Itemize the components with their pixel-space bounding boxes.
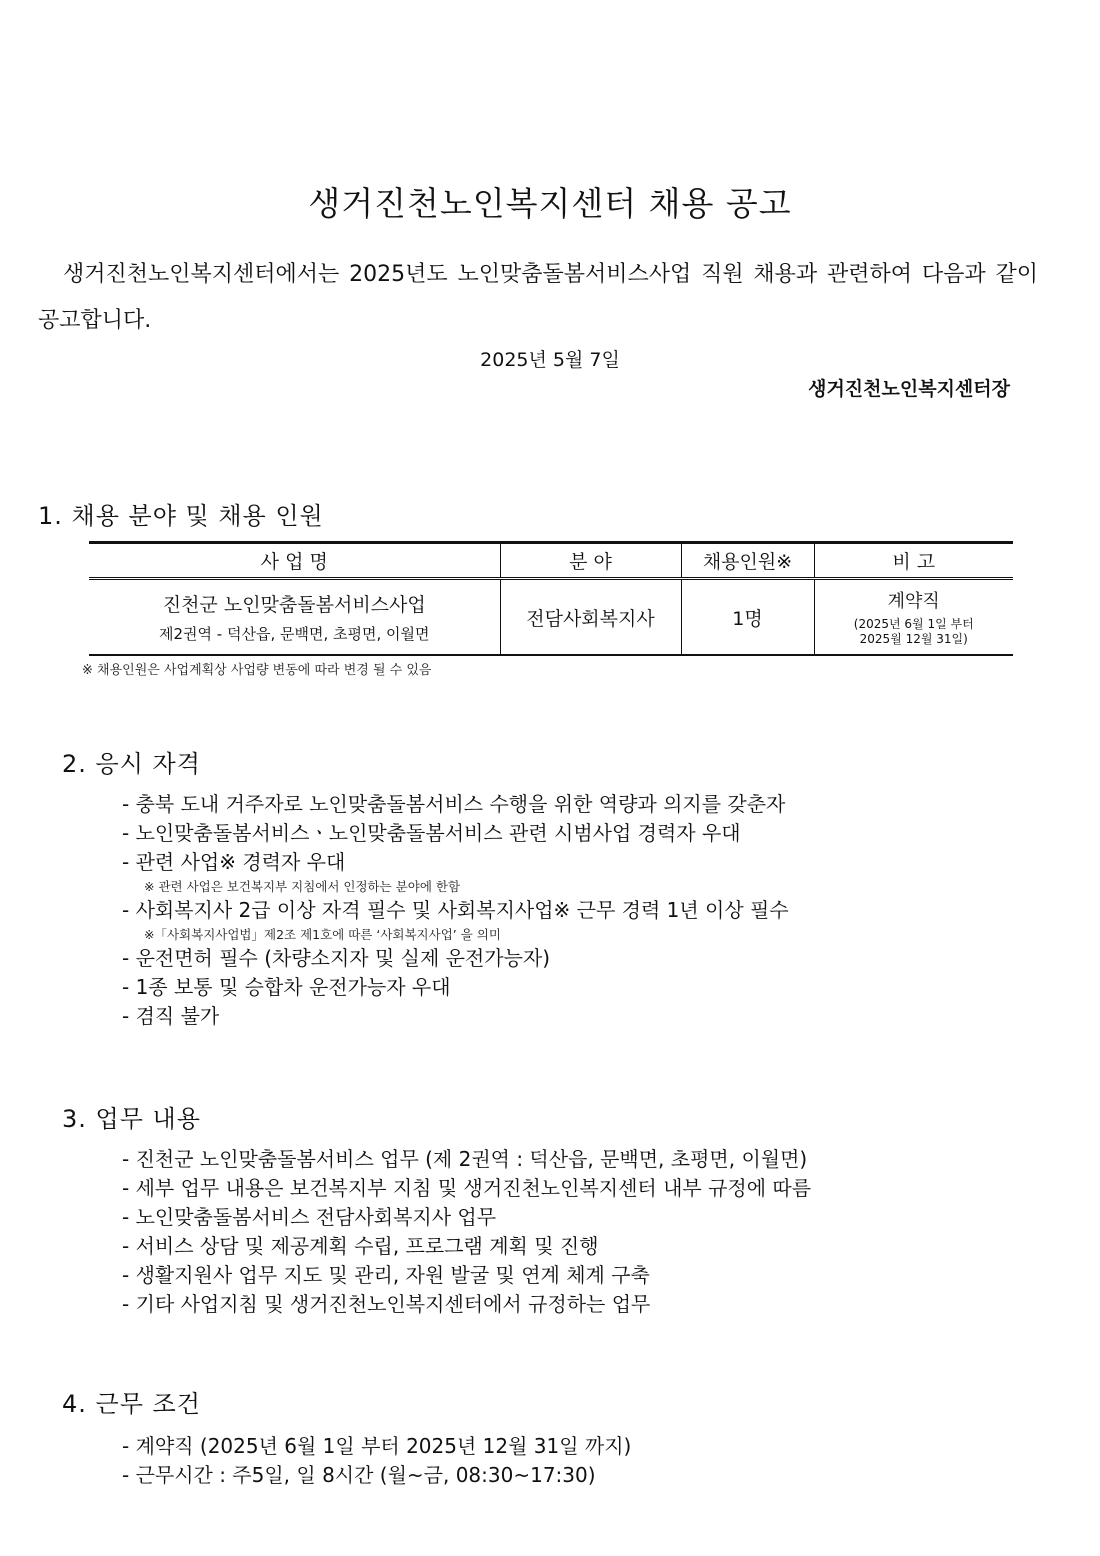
header-remark: 비 고 — [814, 543, 1013, 579]
list-item: - 근무시간 : 주5일, 일 8시간 (월~금, 08:30~17:30) — [122, 1463, 596, 1487]
list-item: - 운전면허 필수 (차량소지자 및 실제 운전가능자) — [122, 946, 551, 970]
header-business: 사 업 명 — [89, 543, 500, 579]
business-name: 진천군 노인맞춤돌봄서비스사업 — [162, 594, 426, 616]
header-field: 분 야 — [500, 543, 681, 579]
cell-business — [89, 579, 500, 656]
list-item: - 1종 보통 및 승합차 운전가능자 우대 — [122, 975, 451, 999]
qualification-list — [122, 790, 789, 1031]
cell-field: 전담사회복지사 — [500, 579, 681, 656]
list-item: - 기타 사업지침 및 생거진천노인복지센터에서 규정하는 업무 — [122, 1292, 651, 1316]
section-2-title: 2. 응시 자격 — [62, 750, 201, 778]
remark-period-start: (2025년 6월 1일 부터 — [853, 617, 974, 631]
section-3-title: 3. 업무 내용 — [62, 1105, 201, 1133]
issuer: 생거진천노인복지센터장 — [808, 378, 1010, 400]
cell-count: 1명 — [681, 579, 814, 656]
list-item: - 노인맞춤돌봄서비스 전담사회복지사 업무 — [122, 1205, 497, 1229]
conditions-list — [122, 1432, 631, 1490]
list-item: - 노인맞춤돌봄서비스ㆍ노인맞춤돌봄서비스 관련 시범사업 경력자 우대 — [122, 821, 741, 845]
duties-list — [122, 1145, 811, 1319]
list-item: - 사회복지사 2급 이상 자격 필수 및 사회복지사업※ 근무 경력 1년 이상 필수 — [122, 898, 789, 922]
list-item: - 세부 업무 내용은 보건복지부 지침 및 생거진천노인복지센터 내부 규정에 따름 — [122, 1176, 812, 1200]
remark-period-end: 2025월 12월 31일) — [859, 632, 968, 646]
list-item: - 관련 사업※ 경력자 우대 — [122, 850, 346, 874]
table-row — [89, 579, 1013, 656]
header-count: 채용인원※ — [681, 543, 814, 579]
section-4-title: 4. 근무 조건 — [62, 1390, 201, 1418]
list-item: - 진천군 노인맞춤돌봄서비스 업무 (제 2권역 : 덕산읍, 문백면, 초평면, 이월면) — [122, 1147, 808, 1171]
remark-type: 계약직 — [887, 591, 940, 612]
list-item: - 계약직 (2025년 6월 1일 부터 2025년 12월 31일 까지) — [122, 1434, 632, 1458]
section-1-title: 1. 채용 분야 및 채용 인원 — [38, 502, 324, 530]
list-note: ※「사회복지사업법」제2조 제1호에 따른 ‘사회복지사업’ 을 의미 — [144, 927, 501, 942]
list-item: - 충북 도내 거주자로 노인맞춤돌봄서비스 수행을 위한 역량과 의지를 갖춘자 — [122, 792, 786, 816]
table-header-row — [89, 543, 1013, 579]
list-item: - 생활지원사 업무 지도 및 관리, 자원 발굴 및 연계 체계 구축 — [122, 1263, 650, 1287]
cell-remark — [814, 579, 1013, 656]
table-footnote: ※ 채용인원은 사업계획상 사업량 변동에 따라 변경 될 수 있음 — [82, 663, 432, 678]
list-note: ※ 관련 사업은 보건복지부 지침에서 인정하는 분야에 한함 — [144, 879, 461, 894]
business-region: 제2권역 - 덕산읍, 문백면, 초평면, 이월면 — [159, 625, 430, 643]
recruitment-table — [89, 541, 1013, 656]
intro-paragraph: 생거진천노인복지센터에서는 2025년도 노인맞춤돌봄서비스사업 직원 채용과 관련하여 다음과 같이 공고합니다. — [38, 262, 1038, 333]
page-title: 생거진천노인복지센터 채용 공고 — [308, 184, 792, 223]
announcement-date: 2025년 5월 7일 — [480, 349, 620, 371]
list-item: - 서비스 상담 및 제공계획 수립, 프로그램 계획 및 진행 — [122, 1234, 599, 1258]
list-item: - 겸직 불가 — [122, 1004, 220, 1028]
